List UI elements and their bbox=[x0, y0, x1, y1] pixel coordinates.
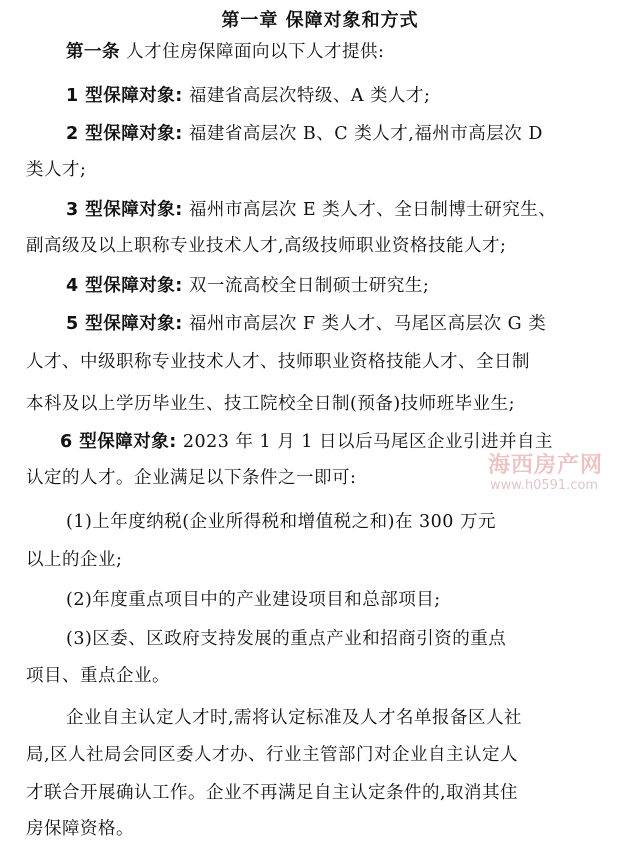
type-3-text: 福州市高层次 E 类人才、全日制博士研究生、 bbox=[182, 200, 557, 220]
closing-line-1: 企业自主认定人才时,需将认定标准及人才名单报备区人社 bbox=[66, 708, 523, 728]
closing-line-3: 才联合开展确认工作。企业不再满足自主认定条件的,取消其住 bbox=[26, 783, 519, 803]
condition-1-continuation: 以上的企业; bbox=[26, 550, 123, 570]
type-4-label: 4 型保障对象: bbox=[66, 276, 183, 296]
article-1-line bbox=[66, 40, 640, 64]
type-1-text: 福建省高层次特级、A 类人才; bbox=[182, 86, 431, 106]
condition-2-line: (2)年度重点项目中的产业建设项目和总部项目; bbox=[66, 590, 441, 610]
type-4-line bbox=[66, 274, 640, 298]
type-1-label: 1 型保障对象: bbox=[66, 86, 183, 106]
type-2-label: 2 型保障对象: bbox=[66, 124, 183, 144]
type-5-continuation-1: 人才、中级职称专业技术人才、技师职业资格技能人才、全日制 bbox=[26, 352, 530, 372]
type-5-label: 5 型保障对象: bbox=[66, 314, 183, 334]
type-6-text: 2023 年 1 月 1 日以后马尾区企业引进并自主 bbox=[176, 432, 553, 452]
type-1-line bbox=[66, 84, 640, 108]
condition-3-continuation: 项目、重点企业。 bbox=[26, 666, 170, 686]
type-3-line bbox=[66, 198, 640, 222]
type-6-continuation: 认定的人才。企业满足以下条件之一即可: bbox=[26, 468, 357, 488]
type-3-label: 3 型保障对象: bbox=[66, 200, 183, 220]
type-2-text: 福建省高层次 B、C 类人才,福州市高层次 D bbox=[182, 124, 543, 144]
closing-line-4: 房保障资格。 bbox=[26, 819, 134, 839]
watermark-text: 海西房产网 bbox=[488, 453, 604, 478]
watermark-url: www.h0591.com bbox=[490, 478, 599, 493]
watermark bbox=[488, 448, 638, 508]
type-4-text: 双一流高校全日制硕士研究生; bbox=[182, 276, 430, 296]
article-label: 第一条 bbox=[66, 42, 120, 62]
condition-3-line: (3)区委、区政府支持发展的重点产业和招商引资的重点 bbox=[66, 629, 507, 649]
type-5-continuation-2: 本科及以上学历毕业生、技工院校全日制(预备)技师班毕业生; bbox=[26, 394, 516, 414]
type-2-line bbox=[66, 122, 640, 146]
closing-line-2: 局,区人社局会同区委人才办、行业主管部门对企业自主认定人 bbox=[26, 745, 519, 765]
type-3-continuation: 副高级及以上职称专业技术人才,高级技师职业资格技能人才; bbox=[26, 236, 507, 256]
chapter-title: 第一章 保障对象和方式 bbox=[221, 10, 419, 31]
condition-1-line: (1)上年度纳税(企业所得税和增值税之和)在 300 万元 bbox=[66, 512, 496, 532]
type-5-text: 福州市高层次 F 类人才、马尾区高层次 G 类 bbox=[182, 314, 547, 334]
article-intro: 人才住房保障面向以下人才提供: bbox=[120, 42, 385, 62]
type-5-line bbox=[66, 312, 640, 336]
type-2-continuation: 类人才; bbox=[26, 160, 87, 180]
type-6-label: 6 型保障对象: bbox=[60, 432, 177, 452]
